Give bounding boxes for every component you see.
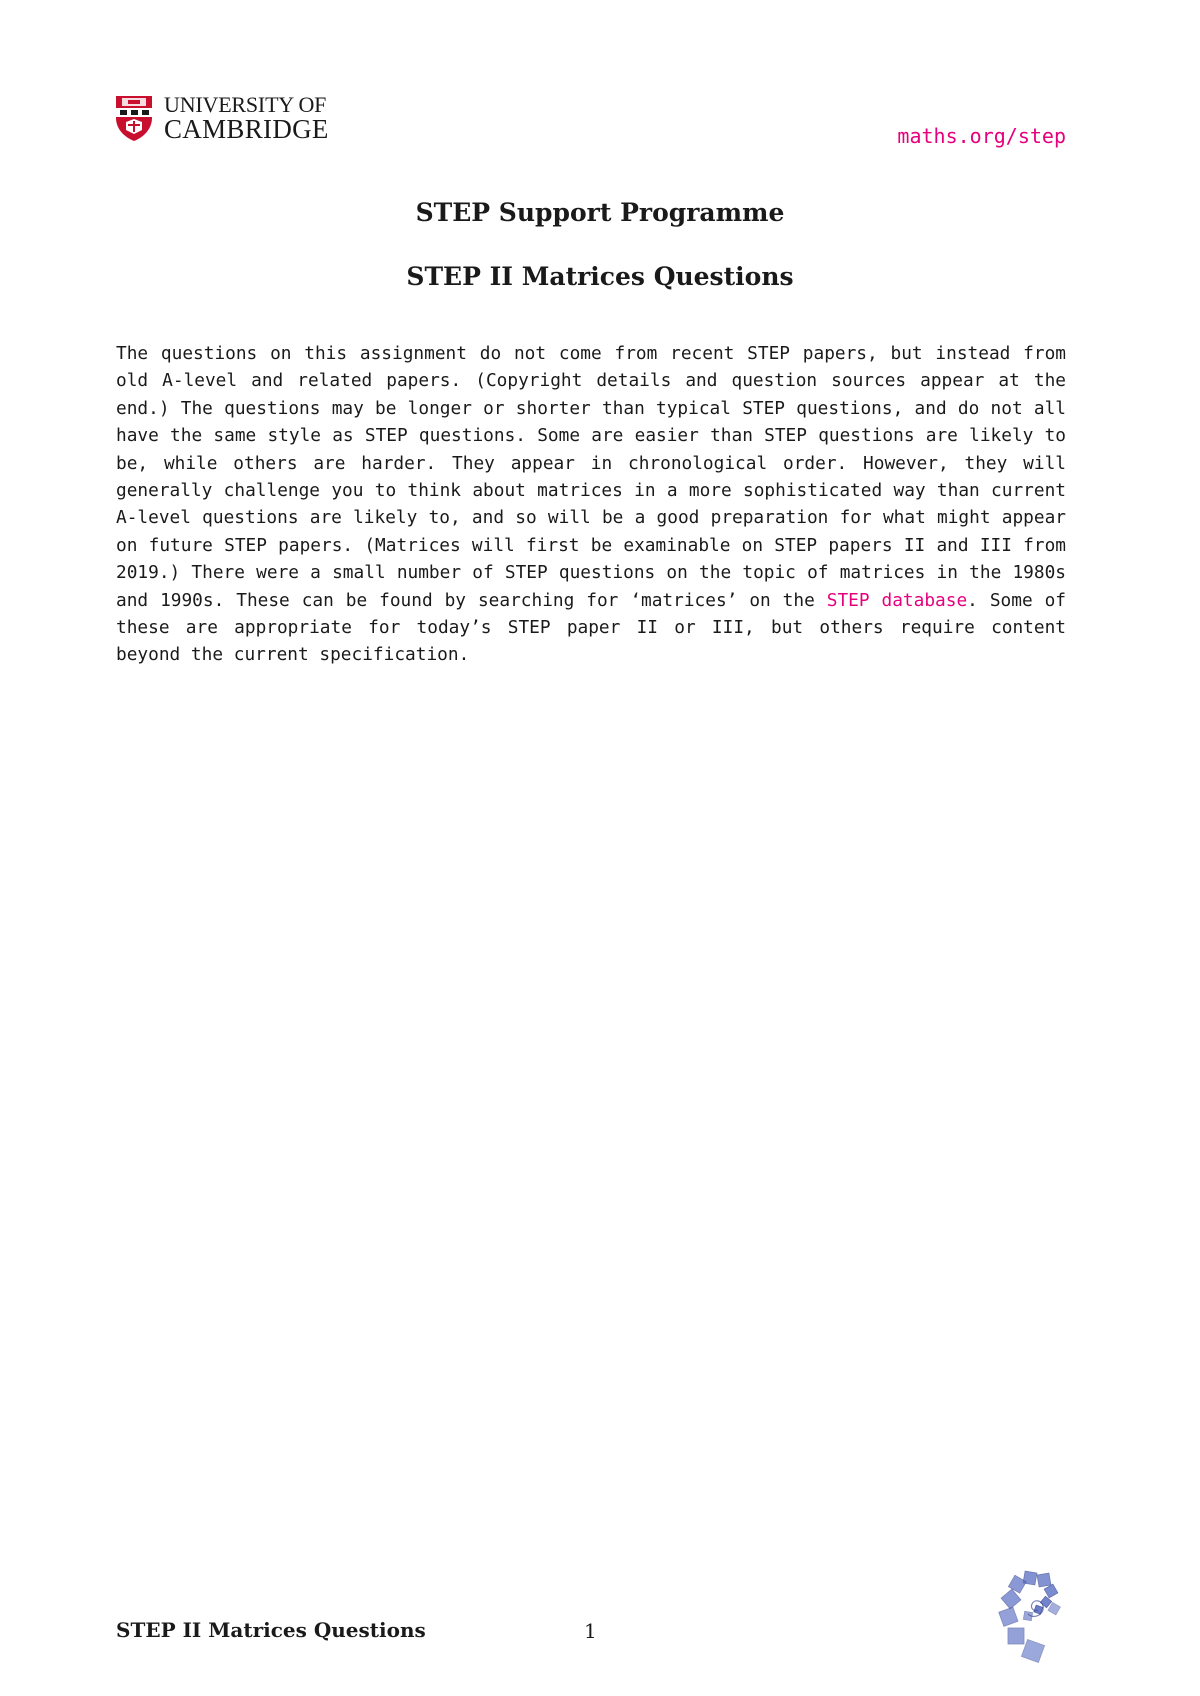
university-logo <box>114 93 354 143</box>
programme-title: STEP Support Programme <box>415 198 785 227</box>
intro-text-part-1: The questions on this assignment do not come from recent STEP papers, but instead from old A-level and related papers. (Copyright details and question sources appear at the end.) The questions may be longer or shorter than typical STEP questions, and do not all have the same style as STEP questions. Some are easier than STEP questions are likely to be, while others are harder. They appear in chronological order. However, they will generally challenge you to think about matrices in a more sophisticated way than current A-level questions are likely to, and so will be a good preparation for what might appear on future STEP papers. (Matrices will first be examinable on STEP papers II and III from 2019.) There were a small number of STEP questions on the topic of matrices in the 1980s and 1990s. These can be found by searching for ‘matrices’ on the <box>116 343 1066 611</box>
cambridge-shield-icon <box>114 94 154 142</box>
footer-title: STEP II Matrices Questions <box>116 1618 426 1642</box>
step-spiral-logo-icon <box>994 1568 1072 1672</box>
university-wordmark <box>164 93 364 143</box>
site-link[interactable]: maths.org/step <box>897 124 1066 148</box>
intro-text-part-2: . Some of these are appropriate for today’s STEP paper II or III, but others require content beyond the current specification. <box>116 589 1067 666</box>
logo-line-1: UNIVERSITY OF <box>164 92 327 117</box>
step-database-link[interactable]: STEP database <box>826 589 968 611</box>
document-title: STEP II Matrices Questions <box>406 262 794 291</box>
page-number: 1 <box>584 1619 597 1643</box>
logo-line-2: CAMBRIDGE <box>164 114 329 144</box>
intro-paragraph <box>116 340 1066 669</box>
